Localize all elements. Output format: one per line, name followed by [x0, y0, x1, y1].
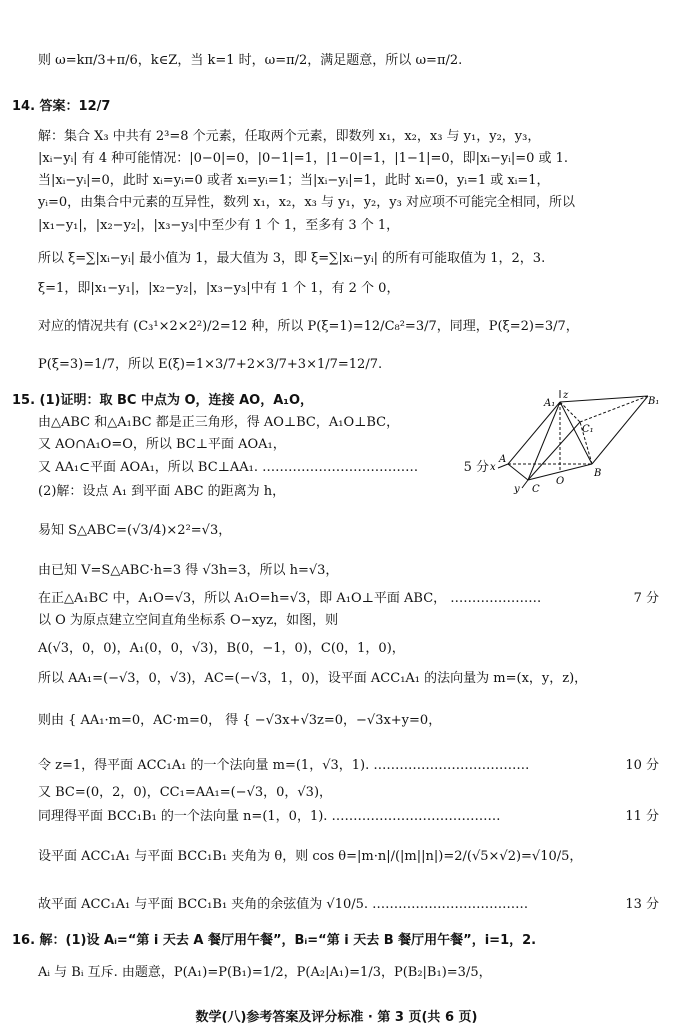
edge-a1-c1: [560, 402, 580, 422]
text-line: 又 AA₁⊂平面 AOA₁，所以 BC⊥AA₁. ………………………………: [38, 460, 419, 475]
text-line: 以 O 为原点建立空间直角坐标系 O−xyz，如图，则: [38, 613, 339, 628]
label-x: x: [490, 462, 496, 473]
score-mark: 5 分: [463, 460, 489, 475]
score-mark: 13 分: [625, 897, 659, 912]
edge-a1-a: [508, 402, 560, 464]
text-line: P(ξ=3)=1/7，所以 E(ξ)=1×3/7+2×3/7+3×1/7=12/7.: [38, 357, 383, 372]
text-line: 设平面 ACC₁A₁ 与平面 BCC₁B₁ 夹角为 θ，则 cos θ=|m·n|/(|m||n|)=2/(√5×√2)=√10/5，: [38, 849, 583, 864]
text-line: 对应的情况共有 (C₃¹×2×2²)/2=12 种，所以 P(ξ=1)=12/C₈²=3/7，同理，P(ξ=2)=3/7，: [38, 319, 579, 334]
label-a: A: [499, 454, 507, 465]
label-z: z: [563, 390, 569, 401]
text-line: 由△ABC 和△A₁BC 都是正三角形，得 AO⊥BC，A₁O⊥BC，: [38, 415, 400, 430]
text-line: 所以 ξ=∑|xᵢ−yᵢ| 最小值为 1，最大值为 3，即 ξ=∑|xᵢ−yᵢ| 的所有可能取值为 1，2，3.: [38, 251, 546, 266]
y-axis: [522, 480, 528, 488]
text-line: A(√3，0，0)，A₁(0，0，√3)，B(0，−1，0)，C(0，1，0)，: [38, 641, 405, 656]
text-line: 令 z=1，得平面 ACC₁A₁ 的一个法向量 m=(1，√3，1). ………………………………: [38, 758, 530, 773]
text-line: ξ=1，即|x₁−y₁|，|x₂−y₂|，|x₃−y₃|中有 1 个 1，有 2 个 0，: [38, 281, 400, 296]
label-b1: B₁: [648, 396, 660, 407]
text-line: 又 BC=(0，2，0)，CC₁=AA₁=(−√3，0，√3)，: [38, 785, 333, 800]
text-line: 解：集合 X₃ 中共有 2³=8 个元素，任取两个元素，即数列 x₁，x₂，x₃ 与 y₁，y₂，y₃，: [38, 129, 541, 144]
page-footer: 数学(八)参考答案及评分标准 · 第 3 页(共 6 页): [195, 1010, 478, 1025]
text-line: 当|xᵢ−yᵢ|=0，此时 xᵢ=yᵢ=0 或者 xᵢ=yᵢ=1；当|xᵢ−yᵢ|=1，此时 xᵢ=0，yᵢ=1 或 xᵢ=1，: [38, 173, 550, 188]
text-line: 故平面 ACC₁A₁ 与平面 BCC₁B₁ 夹角的余弦值为 √10/5. ………………………………: [38, 897, 529, 912]
score-mark: 7 分: [633, 591, 659, 606]
edge-a1-b1: [560, 396, 648, 402]
edge-a1-c: [528, 402, 560, 480]
edge-a-c: [508, 464, 528, 480]
score-mark: 11 分: [625, 809, 659, 824]
label-c1: C₁: [582, 424, 594, 435]
text-line: |x₁−y₁|，|x₂−y₂|，|x₃−y₃|中至少有 1 个 1，至多有 3 个 1，: [38, 218, 400, 233]
label-c: C: [532, 484, 540, 494]
text-line: 则 ω=kπ/3+π/6，k∈Z，当 k=1 时，ω=π/2，满足题意，所以 ω=π/2.: [38, 53, 463, 68]
label-y: y: [514, 484, 520, 494]
text-line: 在正△A₁BC 中，A₁O=√3，所以 A₁O=h=√3，即 A₁O⊥平面 ABC， …………………: [38, 591, 542, 606]
text-line: yᵢ=0，由集合中元素的互异性，数列 x₁，x₂，x₃ 与 y₁，y₂，y₃ 对应项不可能完全相同，所以: [38, 195, 575, 210]
label-o: O: [556, 476, 565, 487]
text-line: Aᵢ 与 Bᵢ 互斥. 由题意，P(A₁)=P(B₁)=1/2，P(A₂|A₁)=1/3，P(B₂|B₁)=3/5，: [38, 965, 492, 980]
text-line: 所以 AA₁=(−√3，0，√3)，AC=(−√3，1，0)，设平面 ACC₁A₁ 的法向量为 m=(x，y，z)，: [38, 671, 588, 686]
text-line: 易知 S△ABC=(√3/4)×2²=√3，: [38, 523, 232, 538]
prism-diagram: [488, 388, 664, 494]
text-line: 由已知 V=S△ABC·h=3 得 √3h=3，所以 h=√3，: [38, 563, 339, 578]
answer-16-header: 16. 解：(1)设 Aᵢ=“第 i 天去 A 餐厅用午餐”，Bᵢ=“第 i 天去 B 餐厅用午餐”，i=1，2.: [12, 933, 537, 948]
prism-figure: [488, 388, 664, 494]
score-mark: 10 分: [625, 758, 659, 773]
label-a1: A₁: [544, 398, 556, 409]
text-line: 同理得平面 BCC₁B₁ 的一个法向量 n=(1，0，1). …………………………………: [38, 809, 501, 824]
text-line: (2)解：设点 A₁ 到平面 ABC 的距离为 h，: [38, 484, 286, 499]
text-line: 则由 { AA₁·m=0，AC·m=0， 得 { −√3x+√3z=0，−√3x+y=0，: [38, 713, 442, 728]
text-line: |xᵢ−yᵢ| 有 4 种可能情况：|0−0|=0，|0−1|=1，|1−0|=1，|1−1|=0，即|xᵢ−yᵢ|=0 或 1.: [38, 151, 569, 166]
label-b: B: [594, 468, 602, 479]
answer-15-header: 15. (1)证明：取 BC 中点为 O，连接 AO，A₁O，: [12, 393, 314, 408]
answer-14-header: 14. 答案：12/7: [12, 99, 111, 114]
edge-b1-b: [592, 396, 648, 464]
text-line: 又 AO∩A₁O=O，所以 BC⊥平面 AOA₁，: [38, 437, 286, 452]
